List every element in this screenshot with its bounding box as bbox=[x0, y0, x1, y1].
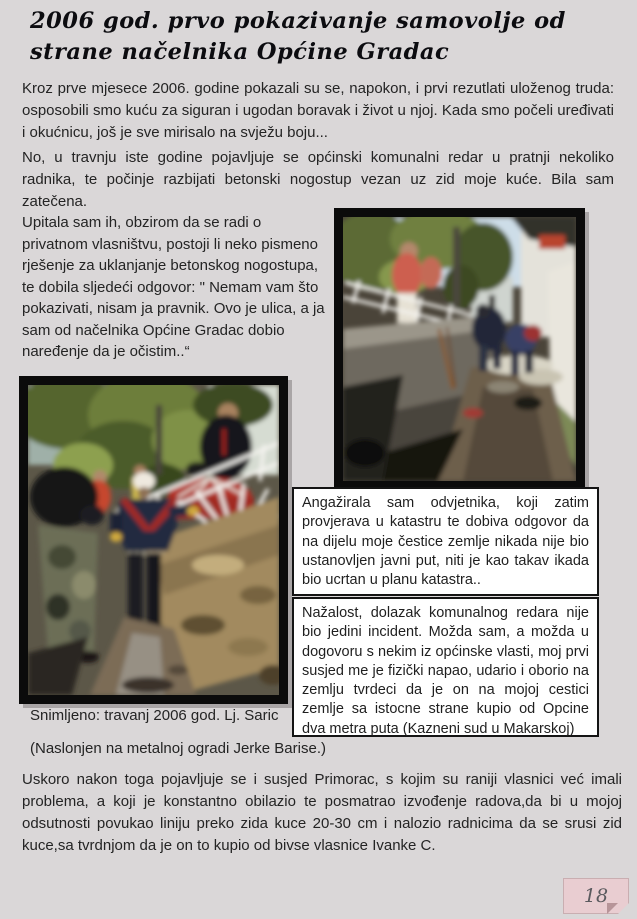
photo-alley-workers-image bbox=[343, 217, 576, 481]
paragraph-question: Upitala sam ih, obzirom da se radi o privatnom vlasništvu, postoji li neko pismeno rješenje za uklanjanje betonskog nogostupa, te dobila sljedeći odgovor: " Nemam vam što pokazivati, nisam ja pravnik. Ovo je ulica, a ja sam od načelnika Općine Gradac dobio naređenje da je očistim..“ bbox=[22, 214, 325, 360]
photo-man-by-wall-image bbox=[28, 385, 279, 695]
photo-caption-line2: (Naslonjen na metalnoj ogradi Jerke Barise.) bbox=[30, 740, 326, 757]
page-title: 2006 god. prvo pokazivanje samovolje od strane načelnika Općine Gradac bbox=[30, 8, 566, 65]
page-number-badge bbox=[563, 878, 629, 914]
paragraph-intro: Kroz prve mjesece 2006. godine pokazali su se, napokon, i prvi rezutlati uloženog truda: osposobili smo kuću za siguran i ugodan boravak i život u njoj. Kada smo počeli uređivati i okućnicu, još je sve mirisalo na svježu boju... bbox=[22, 80, 614, 141]
photo-alley-workers bbox=[334, 208, 585, 490]
page-corner-fold-icon bbox=[618, 903, 629, 914]
paragraph-incident: No, u travnju iste godine pojavljuje se općinski komunalni redar u pratnji nekoliko radnika, te počinje razbijati betonski nogostup vezan uz zid moje kuće. Bila sam zatečena. bbox=[22, 149, 614, 210]
photo-caption-line1: Snimljeno: travanj 2006 god. Lj. Saric bbox=[30, 707, 279, 724]
callout-lawyer-cadastre: Angažirala sam odvjetnika, koji zatim provjerava u katastru te dobiva odgovor da na dijelu moje čestice zemlje nikada nije bio ustanovljen javni put, niti je kao takav ikada bio ucrtan u planu katastra.. bbox=[292, 487, 599, 596]
page-number-value: 18 bbox=[583, 885, 609, 907]
photo-man-by-wall bbox=[19, 376, 288, 704]
callout-neighbor-attack: Nažalost, dolazak komunalnog redara nije bio jedini incident. Možda sam, a možda u dogovoru s nekim iz općinske vlasti, moj prvi susjed me je fizički napao, udario i oborio na zemlju tvrdeci da je on na mojoj cestici zemlje sa istocne strane kupio od Opcine dva metra puta (Kazneni sud u Makarskoj) bbox=[292, 597, 599, 737]
page-corner-fold-shadow bbox=[607, 903, 618, 914]
paragraph-neighbor-primorac: Uskoro nakon toga pojavljuje se i susjed Primorac, s kojim su raniji vlasnici već imali problema, a koji je konstantno obilazio te posmatrao izvođenje radova,da bi u mojoj odsutnosti povukao liniju preko zida kuce 20-30 cm i nalozio radnicima da se srusi zid kuce,sa tvrdnjom da je on to kupio od bivse vlasnice Ivanke C. bbox=[22, 771, 622, 854]
